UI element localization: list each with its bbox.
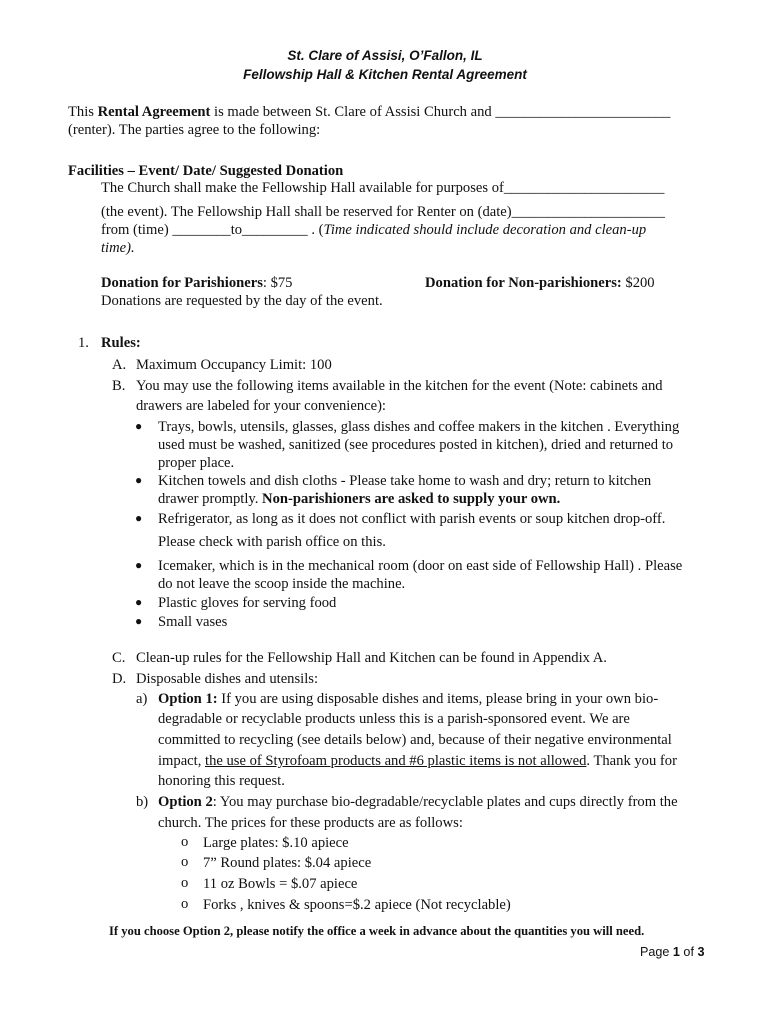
facilities-line-2: (the event). The Fellowship Hall shall be reserved for Renter on (date)_____________________ [101,204,665,220]
bullet-icon: ● [135,419,143,433]
facilities-heading: Facilities – Event/ Date/ Suggested Donation [68,163,344,179]
rules-number: 1. [78,335,89,351]
facilities-line-4: time). [101,240,135,256]
price-4: Forks , knives & spoons=$.2 apiece (Not recyclable) [203,897,511,913]
rule-b-text-2: drawers are labeled for your convenience): [136,398,386,414]
rule-c-text: Clean-up rules for the Fellowship Hall and Kitchen can be found in Appendix A. [136,650,607,666]
rules-heading: Rules: [101,335,141,351]
donation-note: Donations are requested by the day of the event. [101,293,383,309]
item-4-line-1: Icemaker, which is in the mechanical room (door on east side of Fellowship Hall) . Please [158,558,683,574]
donation-non-parishioners: Donation for Non-parishioners: $200 [425,275,655,291]
bullet-icon: ● [135,511,143,525]
price-3: 11 oz Bowls = $.07 apiece [203,876,358,892]
item-4-line-2: do not leave the scoop inside the machine. [158,576,406,592]
item-3-line-1: Refrigerator, as long as it does not conflict with parish events or soup kitchen drop-off. [158,511,666,527]
rule-b-letter: B. [112,378,126,394]
option1-line-1: Option 1: If you are using disposable dishes and items, please bring in your own bio- [158,691,659,707]
option1-line-2: degradable or recyclable products unless this is a parish-sponsored event. We are [158,711,630,727]
rule-a-text: Maximum Occupancy Limit: 100 [136,357,332,373]
circle-bullet-icon: o [181,875,189,891]
bullet-icon: ● [135,595,143,609]
circle-bullet-icon: o [181,854,189,870]
item-6: Small vases [158,614,228,630]
title-line-2: Fellowship Hall & Kitchen Rental Agreement [243,67,527,82]
item-1-line-2: used must be washed, sanitized (see procedures posted in kitchen), dried and returned to [158,437,674,453]
donation-parishioners: Donation for Parishioners: $75 [101,275,293,291]
option1-line-3: committed to recycling (see details below) and, because of their negative environmental [158,732,672,748]
rule-d-text: Disposable dishes and utensils: [136,671,319,687]
price-1: Large plates: $.10 apiece [203,835,349,851]
bullet-icon: ● [135,614,143,628]
rule-a-letter: A. [112,357,127,373]
circle-bullet-icon: o [181,834,189,850]
option1-line-5: honoring this request. [158,773,285,789]
item-1-line-3: proper place. [158,455,235,471]
intro-line-1: This Rental Agreement is made between St. Clare of Assisi Church and ________________________ [68,104,671,120]
bullet-icon: ● [135,558,143,572]
price-2: 7” Round plates: $.04 apiece [203,855,372,871]
option1-letter: a) [136,691,148,707]
circle-bullet-icon: o [181,896,189,912]
item-1-line-1: Trays, bowls, utensils, glasses, glass dishes and coffee makers in the kitchen . Everything [158,419,680,435]
option2-line-2: church. The prices for these products are as follows: [158,815,463,831]
intro-line-2: (renter). The parties agree to the following: [68,122,321,138]
item-2-line-1: Kitchen towels and dish cloths - Please take home to wash and dry; return to kitchen [158,473,652,489]
option2-line-1: Option 2: You may purchase bio-degradable/recyclable plates and cups directly from the [158,794,678,810]
facilities-line-1: The Church shall make the Fellowship Hall available for purposes of______________________ [101,180,665,196]
rule-b-text-1: You may use the following items available in the kitchen for the event (Note: cabinets and [136,378,663,394]
facilities-line-3: from (time) ________to_________ . (Time indicated should include decoration and clean-up [101,222,647,238]
bullet-icon: ● [135,473,143,487]
option2-notice: If you choose Option 2, please notify the office a week in advance about the quantities you will need. [109,924,645,938]
title-line-1: St. Clare of Assisi, O’Fallon, IL [287,48,483,63]
item-3-line-2: Please check with parish office on this. [158,534,386,550]
rule-d-letter: D. [112,671,127,687]
option1-line-4: impact, the use of Styrofoam products and #6 plastic items is not allowed. Thank you for [158,753,677,769]
page-number: Page 1 of 3 [640,945,705,959]
option2-letter: b) [136,794,149,810]
item-2-line-2: drawer promptly. Non-parishioners are asked to supply your own. [158,491,561,507]
rule-c-letter: C. [112,650,126,666]
item-5: Plastic gloves for serving food [158,595,337,611]
